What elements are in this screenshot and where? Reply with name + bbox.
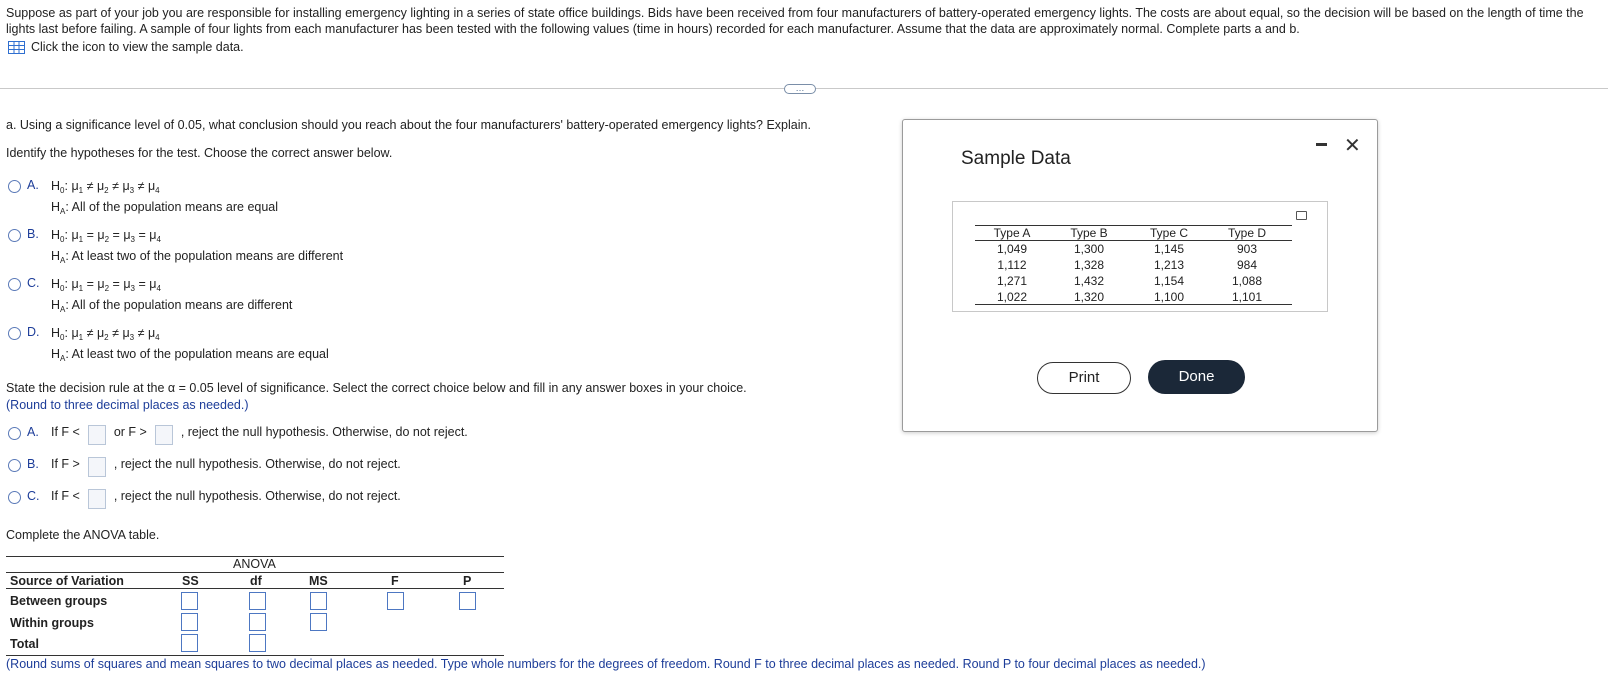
hypothesis-option-d[interactable]: [8, 325, 329, 367]
decision-option-a-post: , reject the null hypothesis. Otherwise, do not reject.: [180, 425, 468, 439]
between-ss-input[interactable]: [181, 592, 198, 610]
hypothesis-option-b-text: [51, 227, 343, 269]
minimize-button[interactable]: [1316, 143, 1327, 146]
hypothesis-option-d-letter: D.: [27, 325, 40, 339]
decision-option-a-letter: A.: [27, 425, 39, 439]
table-cell: 1,145: [1153, 242, 1185, 256]
table-cell: 1,088: [1231, 274, 1263, 288]
alternative-hypothesis: $H_A$: At least two of the population means are different: [51, 249, 344, 265]
anova-row-within: Within groups: [10, 616, 94, 630]
decision-b-input[interactable]: [88, 457, 106, 477]
hypothesis-option-d-radio[interactable]: [8, 327, 21, 340]
between-p-input[interactable]: [459, 592, 476, 610]
table-cell: 1,049: [996, 242, 1028, 256]
hypothesis-option-a-text: [51, 178, 278, 220]
anova-title: ANOVA: [233, 557, 276, 571]
table-cell: 1,154: [1153, 274, 1185, 288]
anova-header-source: Source of Variation: [10, 574, 124, 588]
anova-header-f: F: [391, 574, 399, 588]
column-header: Type C: [1149, 226, 1188, 240]
within-ms-input[interactable]: [310, 613, 327, 631]
within-df-input[interactable]: [249, 613, 266, 631]
decision-option-a-mid: or F >: [113, 425, 147, 439]
alternative-hypothesis: $H_A$: All of the population means are equal: [51, 200, 279, 216]
hypothesis-option-b[interactable]: [8, 227, 343, 269]
hypothesis-option-a-letter: A.: [27, 178, 39, 192]
decision-option-b-radio[interactable]: [8, 459, 21, 472]
anova-row-between: Between groups: [10, 594, 108, 608]
total-df-input[interactable]: [249, 634, 266, 652]
decision-option-b-post: , reject the null hypothesis. Otherwise, do not reject.: [113, 457, 401, 471]
decision-option-c-radio[interactable]: [8, 491, 21, 504]
table-bottom-rule: [975, 304, 1292, 305]
table-cell: 1,300: [1073, 242, 1105, 256]
alternative-hypothesis: $H_A$: All of the population means are different: [51, 298, 293, 314]
total-ss-input[interactable]: [181, 634, 198, 652]
header-bottom-rule: [975, 240, 1292, 241]
decision-option-b[interactable]: [8, 457, 401, 477]
hypothesis-option-c-radio[interactable]: [8, 278, 21, 291]
decision-rule-note: (Round to three decimal places as needed.): [6, 398, 249, 412]
table-icon[interactable]: [8, 41, 25, 54]
anova-bottom-rule: [6, 655, 504, 656]
anova-header-df: df: [250, 574, 262, 588]
null-hypothesis: $H_0$: $\mu_1 = \mu_2 = \mu_3 = \mu_4$: [51, 277, 161, 293]
anova-prompt: Complete the ANOVA table.: [6, 528, 160, 542]
header-top-rule: [975, 225, 1292, 226]
decision-rule-prompt: State the decision rule at the α = 0.05 level of significance. Select the correct choice below and fill in any answer boxes in your choice.: [6, 381, 747, 395]
anova-header-ms: MS: [309, 574, 328, 588]
null-hypothesis: $H_0$: $\mu_1 \ne \mu_2 \ne \mu_3 \ne \mu_4$: [51, 179, 160, 195]
column-header: Type A: [993, 226, 1031, 240]
table-cell: 984: [1236, 258, 1258, 272]
anova-rounding-note: (Round sums of squares and mean squares to two decimal places as needed. Type whole numbers for the degrees of freedom. Round F to three decimal places as needed. Round P to four decimal places as needed.): [6, 657, 1206, 671]
table-cell: 1,213: [1153, 258, 1185, 272]
anova-row-total: Total: [10, 637, 39, 651]
column-header: Type D: [1227, 226, 1266, 240]
null-hypothesis: $H_0$: $\mu_1 \ne \mu_2 \ne \mu_3 \ne \mu_4$: [51, 326, 160, 342]
hypothesis-option-c-text: [51, 276, 292, 318]
decision-option-c-pre: If F <: [51, 489, 80, 503]
decision-c-input[interactable]: [88, 489, 106, 509]
table-cell: 1,271: [996, 274, 1028, 288]
hypothesis-option-b-radio[interactable]: [8, 229, 21, 242]
column-header: Type B: [1070, 226, 1108, 240]
decision-option-b-letter: B.: [27, 457, 39, 471]
hypothesis-option-c-letter: C.: [27, 276, 40, 290]
hypothesis-option-c[interactable]: [8, 276, 292, 318]
dialog-title: Sample Data: [961, 148, 1071, 169]
table-cell: 1,100: [1153, 290, 1185, 304]
done-button[interactable]: Done: [1148, 360, 1245, 394]
anova-mid-rule: [6, 572, 504, 573]
print-button[interactable]: Print: [1037, 362, 1131, 394]
table-cell: 1,101: [1231, 290, 1263, 304]
problem-statement: Suppose as part of your job you are responsible for installing emergency lighting in a series of state office buildings. Bids have been received from four manufacturers of battery-operated emergency lights. The costs are about equal, so the decision will be based on the length of time the lights last before failing. A sample of four lights from each manufacturer has been tested with the following values (time in hours) recorded for each manufacturer. Assume that the data are approximately normal. Complete parts a and b.: [6, 6, 1584, 36]
view-sample-data-label[interactable]: Click the icon to view the sample data.: [31, 40, 244, 54]
decision-a-lower-input[interactable]: [88, 425, 106, 445]
table-cell: 903: [1236, 242, 1258, 256]
between-f-input[interactable]: [387, 592, 404, 610]
table-cell: 1,328: [1073, 258, 1105, 272]
decision-option-c[interactable]: [8, 489, 401, 509]
decision-option-c-letter: C.: [27, 489, 40, 503]
hypothesis-option-a-radio[interactable]: [8, 180, 21, 193]
decision-option-b-pre: If F >: [51, 457, 80, 471]
decision-option-a-radio[interactable]: [8, 427, 21, 440]
between-ms-input[interactable]: [310, 592, 327, 610]
part-a-question: a. Using a significance level of 0.05, what conclusion should you reach about the four manufacturers' battery-operated emergency lights? Explain.: [6, 118, 811, 132]
hypothesis-option-b-letter: B.: [27, 227, 39, 241]
table-cell: 1,112: [997, 258, 1027, 272]
decision-option-c-post: , reject the null hypothesis. Otherwise, do not reject.: [113, 489, 401, 503]
alternative-hypothesis: $H_A$: At least two of the population means are equal: [51, 347, 329, 363]
anova-header-p: P: [463, 574, 472, 588]
anova-header-ss: SS: [182, 574, 199, 588]
anova-top-rule: [6, 556, 504, 557]
between-df-input[interactable]: [249, 592, 266, 610]
within-ss-input[interactable]: [181, 613, 198, 631]
hypotheses-prompt: Identify the hypotheses for the test. Choose the correct answer below.: [6, 146, 393, 160]
null-hypothesis: $H_0$: $\mu_1 = \mu_2 = \mu_3 = \mu_4$: [51, 228, 161, 244]
decision-a-upper-input[interactable]: [155, 425, 173, 445]
hypothesis-option-a[interactable]: [8, 178, 278, 220]
hypothesis-option-d-text: [51, 325, 329, 367]
view-sample-data-link[interactable]: [8, 40, 244, 54]
anova-header-rule: [6, 588, 504, 589]
decision-option-a[interactable]: [8, 425, 468, 445]
close-button[interactable]: ✕: [1344, 135, 1361, 157]
decision-option-a-pre: If F <: [51, 425, 80, 439]
table-cell: 1,432: [1073, 274, 1105, 288]
table-cell: 1,022: [996, 290, 1028, 304]
expand-button[interactable]: …: [784, 84, 816, 94]
table-cell: 1,320: [1073, 290, 1105, 304]
